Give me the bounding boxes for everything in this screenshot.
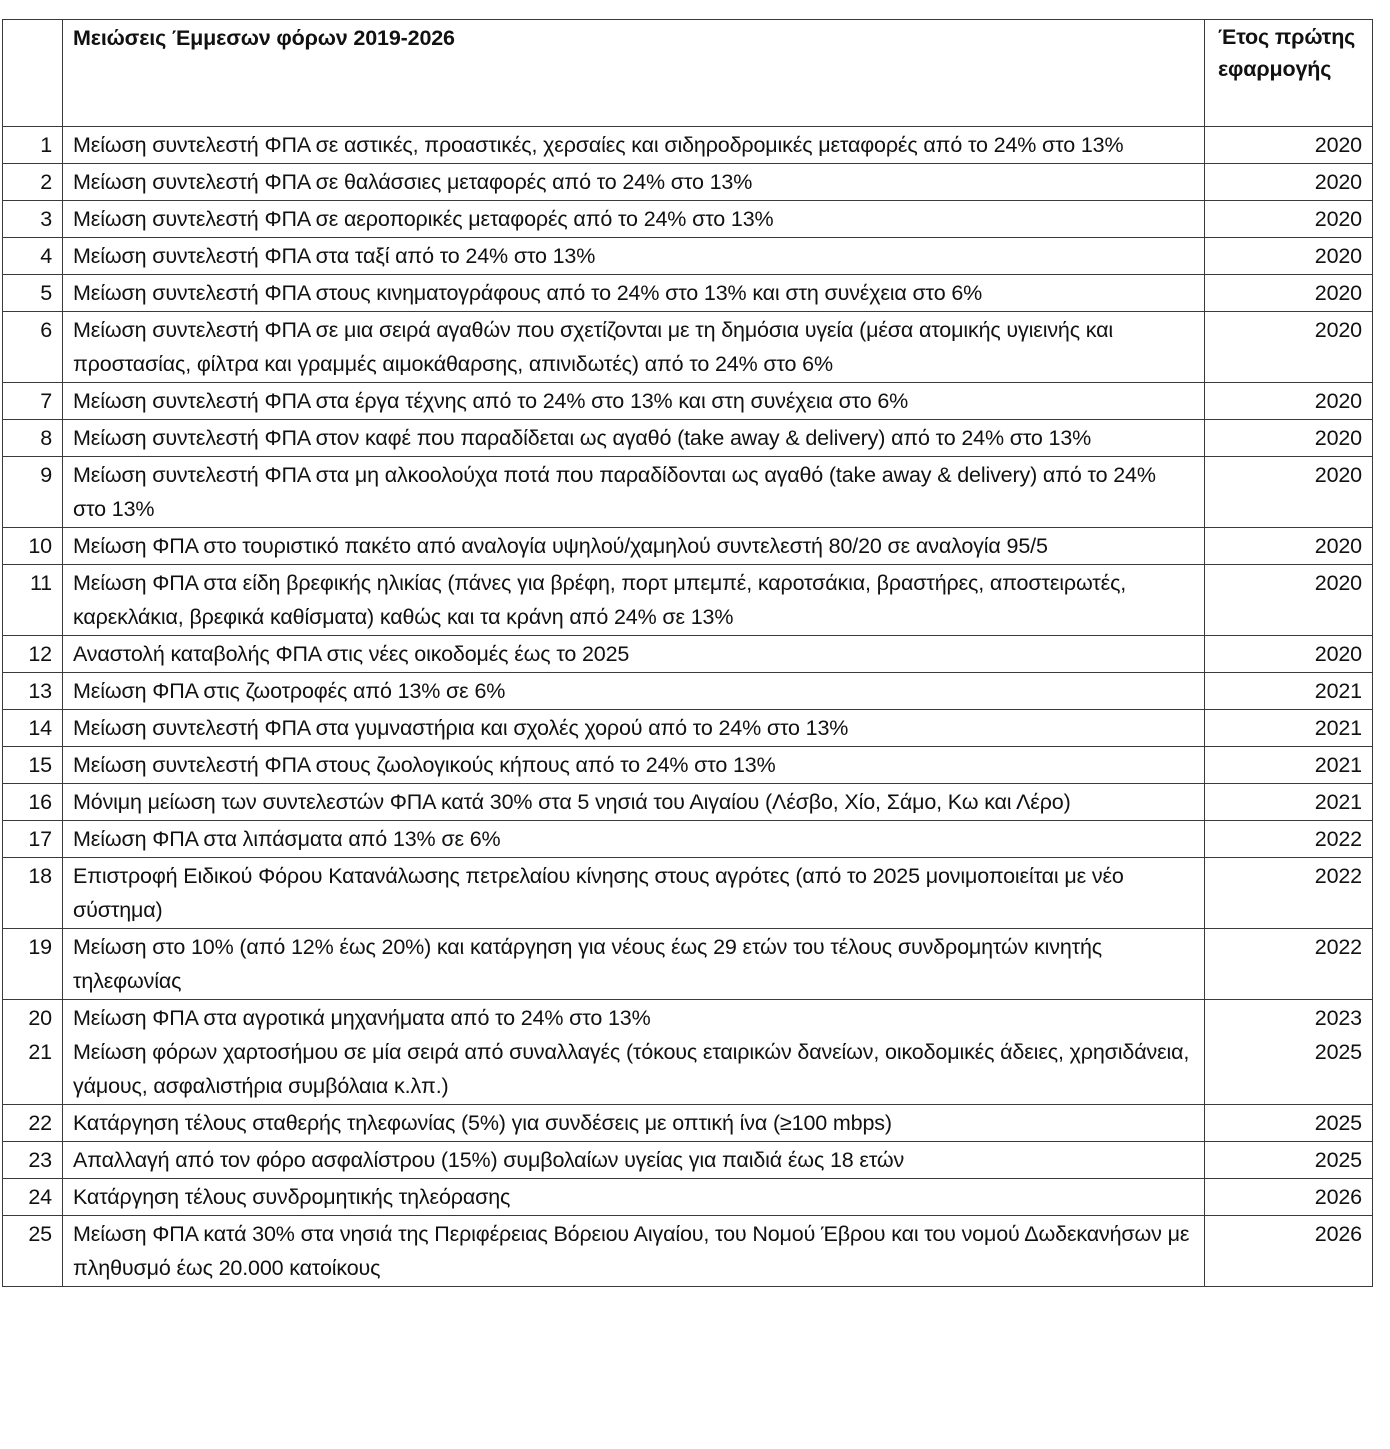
row-number: 20 xyxy=(3,1000,63,1036)
table-row xyxy=(3,457,1373,528)
table-row xyxy=(3,528,1373,565)
table-row xyxy=(3,1105,1373,1142)
row-number: 21 xyxy=(3,1035,63,1105)
row-description: Αναστολή καταβολής ΦΠΑ στις νέες οικοδομές έως το 2025 xyxy=(63,636,1205,673)
row-number: 15 xyxy=(3,747,63,784)
row-number: 8 xyxy=(3,420,63,457)
row-year: 2021 xyxy=(1205,673,1373,710)
row-number: 10 xyxy=(3,528,63,565)
row-year: 2020 xyxy=(1205,383,1373,420)
row-year: 2020 xyxy=(1205,127,1373,164)
row-number: 24 xyxy=(3,1179,63,1216)
row-description: Μείωση ΦΠΑ στο τουριστικό πακέτο από αναλογία υψηλού/χαμηλού συντελεστή 80/20 σε αναλογία 95/5 xyxy=(63,528,1205,565)
row-description: Μείωση συντελεστή ΦΠΑ στα ταξί από το 24% στο 13% xyxy=(63,238,1205,275)
row-year: 2020 xyxy=(1205,275,1373,312)
row-number: 23 xyxy=(3,1142,63,1179)
row-number: 6 xyxy=(3,312,63,383)
table-row xyxy=(3,1035,1373,1105)
row-description: Μόνιμη μείωση των συντελεστών ΦΠΑ κατά 30% στα 5 νησιά του Αιγαίου (Λέσβο, Χίο, Σάμο, Κω και Λέρο) xyxy=(63,784,1205,821)
row-description: Μείωση ΦΠΑ στις ζωοτροφές από 13% σε 6% xyxy=(63,673,1205,710)
table-row xyxy=(3,164,1373,201)
row-number: 14 xyxy=(3,710,63,747)
row-number: 25 xyxy=(3,1216,63,1287)
table-row xyxy=(3,420,1373,457)
table-row xyxy=(3,1179,1373,1216)
table-row xyxy=(3,636,1373,673)
row-year: 2025 xyxy=(1205,1105,1373,1142)
row-description: Μείωση συντελεστή ΦΠΑ στους κινηματογράφους από το 24% στο 13% και στη συνέχεια στο 6% xyxy=(63,275,1205,312)
row-description: Μείωση συντελεστή ΦΠΑ στον καφέ που παραδίδεται ως αγαθό (take away & delivery) από το 24% στο 13% xyxy=(63,420,1205,457)
row-number: 22 xyxy=(3,1105,63,1142)
row-year: 2020 xyxy=(1205,312,1373,383)
table-row xyxy=(3,201,1373,238)
table-row xyxy=(3,127,1373,164)
row-number: 5 xyxy=(3,275,63,312)
row-number: 17 xyxy=(3,821,63,858)
row-number: 1 xyxy=(3,127,63,164)
row-description: Μείωση συντελεστή ΦΠΑ στα μη αλκοολούχα ποτά που παραδίδονται ως αγαθό (take away & delivery) από το 24% στο 13% xyxy=(63,457,1205,528)
row-description: Απαλλαγή από τον φόρο ασφαλίστρου (15%) συμβολαίων υγείας για παιδιά έως 18 ετών xyxy=(63,1142,1205,1179)
row-number: 18 xyxy=(3,858,63,929)
table-row xyxy=(3,710,1373,747)
row-number: 4 xyxy=(3,238,63,275)
row-number: 11 xyxy=(3,565,63,636)
table-row xyxy=(3,747,1373,784)
row-year: 2026 xyxy=(1205,1179,1373,1216)
row-year: 2021 xyxy=(1205,747,1373,784)
row-description: Μείωση συντελεστή ΦΠΑ σε θαλάσσιες μεταφορές από το 24% στο 13% xyxy=(63,164,1205,201)
row-description: Μείωση ΦΠΑ κατά 30% στα νησιά της Περιφέρειας Βόρειου Αιγαίου, του Νομού Έβρου και του νομού Δωδεκανήσων με πληθυσμό έως 20.000 κατοίκους xyxy=(63,1216,1205,1287)
header-year-label: Έτος πρώτης εφαρμογής xyxy=(1205,20,1373,127)
row-description: Μείωση ΦΠΑ στα είδη βρεφικής ηλικίας (πάνες για βρέφη, πορτ μπεμπέ, καροτσάκια, βραστήρες, αποστειρωτές, καρεκλάκια, βρεφικά καθίσματα) καθώς και τα κράνη από 24% σε 13% xyxy=(63,565,1205,636)
row-year: 2025 xyxy=(1205,1142,1373,1179)
table-row xyxy=(3,275,1373,312)
table-row xyxy=(3,383,1373,420)
row-year: 2021 xyxy=(1205,710,1373,747)
table-row xyxy=(3,238,1373,275)
row-description: Μείωση συντελεστή ΦΠΑ σε μια σειρά αγαθών που σχετίζονται με τη δημόσια υγεία (μέσα ατομικής υγιεινής και προστασίας, φίλτρα και γραμμές αιμοκάθαρσης, απινιδωτές) από το 24% στο 6% xyxy=(63,312,1205,383)
row-description: Μείωση συντελεστή ΦΠΑ στους ζωολογικούς κήπους από το 24% στο 13% xyxy=(63,747,1205,784)
row-year: 2020 xyxy=(1205,457,1373,528)
row-number: 9 xyxy=(3,457,63,528)
row-number: 2 xyxy=(3,164,63,201)
row-year: 2021 xyxy=(1205,784,1373,821)
table-row xyxy=(3,565,1373,636)
table-row xyxy=(3,929,1373,1000)
row-description: Μείωση συντελεστή ΦΠΑ σε αστικές, προαστικές, χερσαίες και σιδηροδρομικές μεταφορές από το 24% στο 13% xyxy=(63,127,1205,164)
row-description: Κατάργηση τέλους συνδρομητικής τηλεόρασης xyxy=(63,1179,1205,1216)
row-number: 19 xyxy=(3,929,63,1000)
row-year: 2020 xyxy=(1205,636,1373,673)
row-description: Κατάργηση τέλους σταθερής τηλεφωνίας (5%) για συνδέσεις με οπτική ίνα (≥100 mbps) xyxy=(63,1105,1205,1142)
row-number: 7 xyxy=(3,383,63,420)
row-description: Επιστροφή Ειδικού Φόρου Κατανάλωσης πετρελαίου κίνησης στους αγρότες (από το 2025 μονιμοποιείται με νέο σύστημα) xyxy=(63,858,1205,929)
row-description: Μείωση συντελεστή ΦΠΑ στα έργα τέχνης από το 24% στο 13% και στη συνέχεια στο 6% xyxy=(63,383,1205,420)
table-row xyxy=(3,1216,1373,1287)
row-description: Μείωση στο 10% (από 12% έως 20%) και κατάργηση για νέους έως 29 ετών του τέλους συνδρομητών κινητής τηλεφωνίας xyxy=(63,929,1205,1000)
row-year: 2026 xyxy=(1205,1216,1373,1287)
indirect-tax-reductions-table xyxy=(2,19,1373,1287)
row-year: 2022 xyxy=(1205,929,1373,1000)
row-year: 2020 xyxy=(1205,528,1373,565)
table-title: Μειώσεις Έμμεσων φόρων 2019-2026 xyxy=(63,20,1205,127)
row-description: Μείωση ΦΠΑ στα λιπάσματα από 13% σε 6% xyxy=(63,821,1205,858)
row-year: 2020 xyxy=(1205,565,1373,636)
table-row xyxy=(3,784,1373,821)
row-year: 2020 xyxy=(1205,164,1373,201)
row-year: 2022 xyxy=(1205,821,1373,858)
header-number-cell xyxy=(3,20,63,127)
row-description: Μείωση ΦΠΑ στα αγροτικά μηχανήματα από το 24% στο 13% xyxy=(63,1000,1205,1036)
row-number: 13 xyxy=(3,673,63,710)
row-year: 2020 xyxy=(1205,201,1373,238)
row-year: 2020 xyxy=(1205,238,1373,275)
row-description: Μείωση συντελεστή ΦΠΑ στα γυμναστήρια και σχολές χορού από το 24% στο 13% xyxy=(63,710,1205,747)
table-row xyxy=(3,1000,1373,1036)
row-year: 2022 xyxy=(1205,858,1373,929)
row-year: 2025 xyxy=(1205,1035,1373,1105)
row-number: 12 xyxy=(3,636,63,673)
table-row xyxy=(3,312,1373,383)
row-description: Μείωση συντελεστή ΦΠΑ σε αεροπορικές μεταφορές από το 24% στο 13% xyxy=(63,201,1205,238)
row-year: 2023 xyxy=(1205,1000,1373,1036)
row-year: 2020 xyxy=(1205,420,1373,457)
row-number: 3 xyxy=(3,201,63,238)
table-row xyxy=(3,821,1373,858)
row-number: 16 xyxy=(3,784,63,821)
row-description: Μείωση φόρων χαρτοσήμου σε μία σειρά από συναλλαγές (τόκους εταιρικών δανείων, οικοδομικές άδειες, χρησιδάνεια, γάμους, ασφαλιστήρια συμβόλαια κ.λπ.) xyxy=(63,1035,1205,1105)
table-row xyxy=(3,1142,1373,1179)
table-row xyxy=(3,673,1373,710)
table-row xyxy=(3,858,1373,929)
table-header-row xyxy=(3,20,1373,127)
